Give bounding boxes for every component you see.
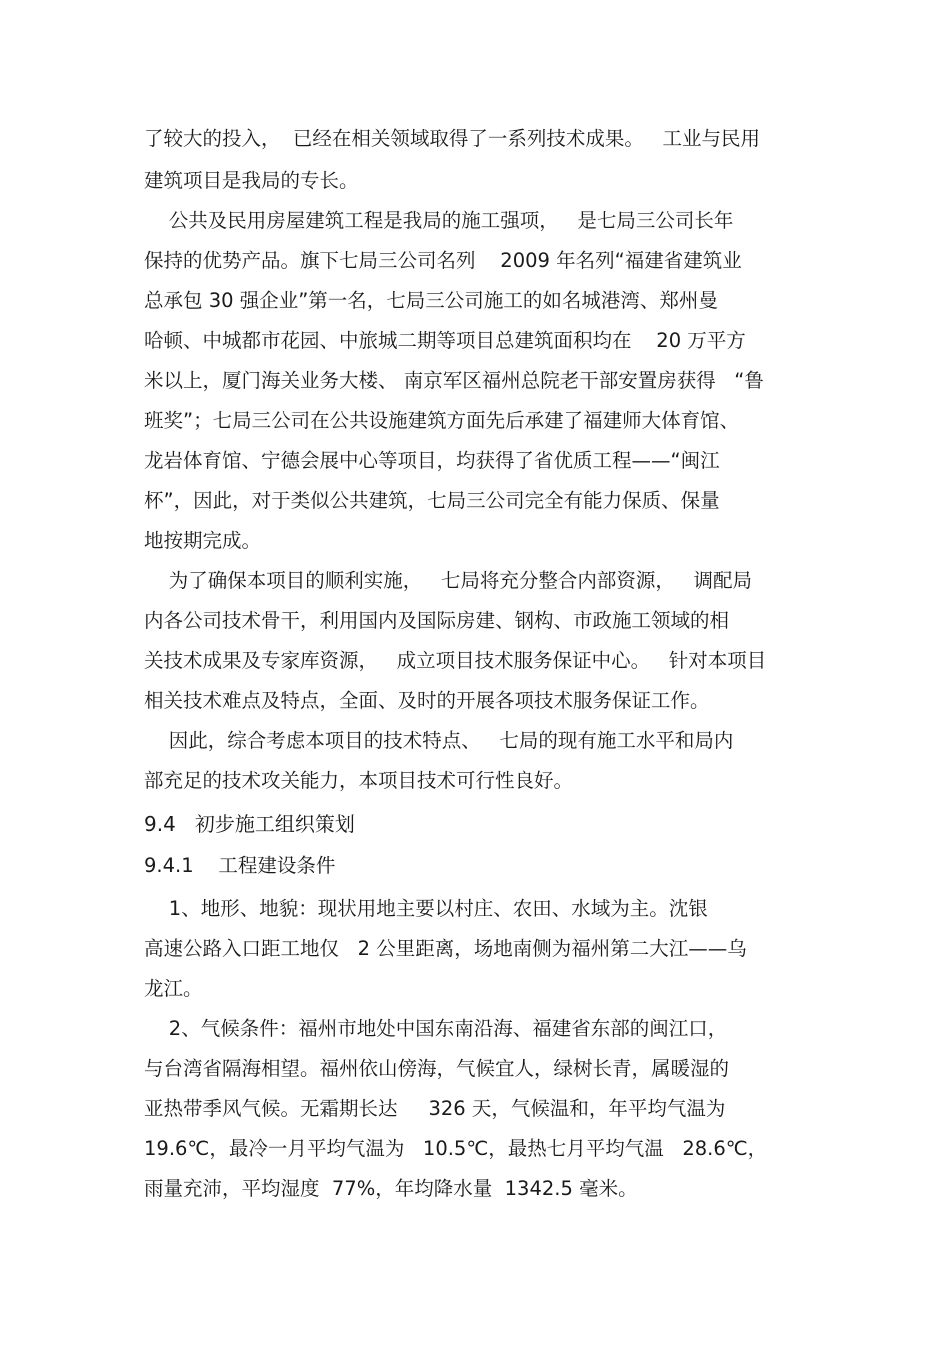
text-line: 2、气候条件：福州市地处中国东南沿海、福建省东部的闽江口， bbox=[144, 1017, 728, 1040]
text-line: 杯”，因此，对于类似公共建筑，七局三公司完全有能力保质、保量 bbox=[144, 489, 720, 512]
text-line: 龙岩体育馆、宁德会展中心等项目，均获得了省优质工程——“闽江 bbox=[144, 449, 720, 472]
text-line: 哈顿、中城都市花园、中旅城二期等项目总建筑面积均在 20 万平方 bbox=[144, 329, 746, 352]
text-line: 雨量充沛，平均湿度 77%，年均降水量 1342.5 毫米。 bbox=[144, 1177, 638, 1200]
text-line: 了较大的投入， 已经在相关领域取得了一系列技术成果。 工业与民用 bbox=[144, 127, 760, 150]
text-line: 19.6℃，最冷一月平均气温为 10.5℃，最热七月平均气温 28.6℃， bbox=[144, 1137, 768, 1160]
subsection-heading: 9.4.1 工程建设条件 bbox=[144, 854, 336, 877]
text-line: 1、地形、地貌：现状用地主要以村庄、农田、水域为主。沈银 bbox=[144, 897, 708, 920]
section-heading: 9.4 初步施工组织策划 bbox=[144, 812, 355, 836]
text-line: 相关技术难点及特点，全面、及时的开展各项技术服务保证工作。 bbox=[144, 689, 710, 712]
text-line: 建筑项目是我局的专长。 bbox=[144, 169, 359, 192]
text-line: 保持的优势产品。旗下七局三公司名列 2009 年名列“福建省建筑业 bbox=[144, 249, 742, 272]
text-line: 公共及民用房屋建筑工程是我局的施工强项， 是七局三公司长年 bbox=[144, 209, 734, 232]
text-line: 因此，综合考虑本项目的技术特点、 七局的现有施工水平和局内 bbox=[144, 729, 734, 752]
text-line: 关技术成果及专家库资源， 成立项目技术服务保证中心。 针对本项目 bbox=[144, 649, 767, 672]
text-line: 米以上，厦门海关业务大楼、 南京军区福州总院老干部安置房获得 “鲁 bbox=[144, 369, 764, 392]
text-line: 内各公司技术骨干，利用国内及国际房建、钢构、市政施工领域的相 bbox=[144, 609, 730, 632]
text-line: 为了确保本项目的顺利实施， 七局将充分整合内部资源， 调配局 bbox=[144, 569, 752, 592]
text-line: 龙江。 bbox=[144, 977, 203, 1000]
text-line: 与台湾省隔海相望。福州依山傍海，气候宜人，绿树长青，属暖湿的 bbox=[144, 1057, 730, 1080]
text-line: 地按期完成。 bbox=[144, 529, 262, 552]
text-line: 亚热带季风气候。无霜期长达 326 天，气候温和，年平均气温为 bbox=[144, 1097, 726, 1120]
text-line: 总承包 30 强企业”第一名，七局三公司施工的如名城港湾、郑州曼 bbox=[144, 289, 718, 312]
text-line: 班奖”；七局三公司在公共设施建筑方面先后承建了福建师大体育馆、 bbox=[144, 409, 740, 432]
text-line: 高速公路入口距工地仅 2 公里距离，场地南侧为福州第二大江——乌 bbox=[144, 937, 747, 960]
text-line: 部充足的技术攻关能力，本项目技术可行性良好。 bbox=[144, 769, 574, 792]
